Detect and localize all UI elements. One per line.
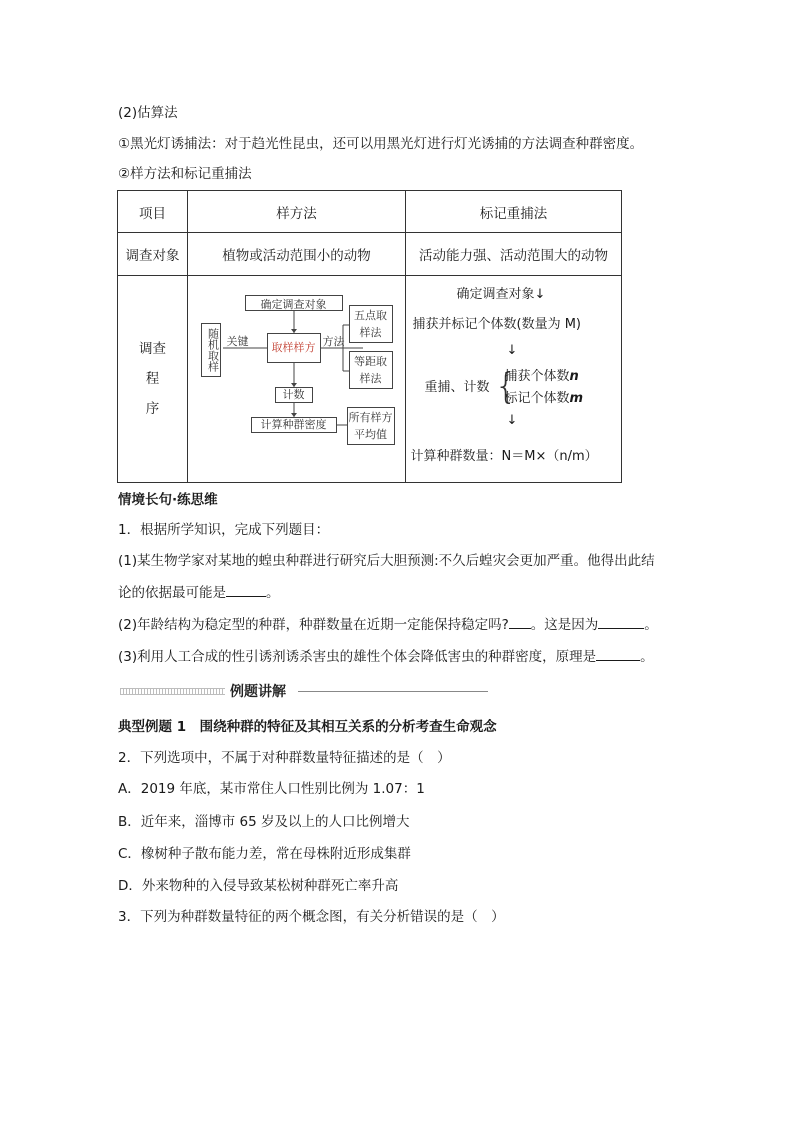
mr-step-recapture: 重捕、计数 <box>424 380 490 395</box>
typical-example-title: 典型例题 1 围绕种群的特征及其相互关系的分析考查生命观念 <box>118 719 497 735</box>
flow-box-average: 所有样方平均值 <box>347 407 395 445</box>
question-3: 3．下列为种群数量特征的两个概念图，有关分析错误的是（ ） <box>118 909 505 925</box>
flow-box-quadrat-sampling: 取样样方 <box>267 333 321 363</box>
option-b: B．近年来，淄博市 65 岁及以上的人口比例增大 <box>118 814 410 830</box>
table-cell: 植物或活动范围小的动物 <box>188 233 406 276</box>
flow-label-key: 关键 <box>226 335 249 348</box>
mr-step-determine: 确定调查对象↓ <box>456 287 546 302</box>
methods-table <box>117 190 622 483</box>
sample-method-flowchart-cell <box>188 276 406 483</box>
flow-box-count: 计数 <box>275 387 313 403</box>
scenario-title: 情境长句·练思维 <box>118 492 218 508</box>
option-a: A．2019 年底，某市常住人口性别比例为 1.07：1 <box>118 781 425 797</box>
option-c: C．橡树种子散布能力差，常在母株附近形成集群 <box>118 846 411 862</box>
table-header-row <box>118 191 622 233</box>
question-1: 1．根据所学知识，完成下列题目： <box>118 522 330 538</box>
banner-dots <box>120 688 225 695</box>
question-1-1-line1: (1)某生物学家对某地的蝗虫种群进行研究后大胆预测:不久后蝗灾会更加严重。他得出此结 <box>118 553 655 569</box>
mr-arrow: ↓ <box>506 413 518 428</box>
mr-step-capture-mark: 捕获并标记个体数(数量为 M) <box>412 317 581 332</box>
mr-arrow: ↓ <box>506 343 518 358</box>
item-sampling-methods: ②样方法和标记重捕法 <box>118 166 252 182</box>
question-1-1-line2: 论的依据最可能是 。 <box>118 582 280 603</box>
sample-method-flowchart <box>197 289 397 469</box>
flow-box-five-point: 五点取样法 <box>349 305 393 343</box>
question-1-2: (2)年龄结构为稳定型的种群，种群数量在近期一定能保持稳定吗? 。这是因为 。 <box>118 614 658 635</box>
table-header-cell: 标记重捕法 <box>406 191 622 233</box>
flow-box-determine-target: 确定调查对象 <box>245 295 343 311</box>
section-heading: (2)估算法 <box>118 105 178 121</box>
table-header-cell: 样方法 <box>188 191 406 233</box>
table-header-cell: 项目 <box>118 191 188 233</box>
question-2: 2．下列选项中，不属于对种群数量特征描述的是（ ） <box>118 750 451 766</box>
mark-recapture-steps <box>407 279 621 479</box>
examples-banner <box>120 684 490 698</box>
option-d: D．外来物种的入侵导致某松树种群死亡率升高 <box>118 878 399 894</box>
mark-recapture-cell <box>406 276 622 483</box>
table-row-object <box>118 233 622 276</box>
table-cell: 活动能力强、活动范围大的动物 <box>406 233 622 276</box>
flow-box-random-sampling: 随机取样 <box>201 323 221 377</box>
banner-title: 例题讲解 <box>230 684 286 700</box>
banner-rule <box>298 691 488 692</box>
flow-box-calc-density: 计算种群密度 <box>251 417 337 433</box>
item-black-light: ①黑光灯诱捕法：对于趋光性昆虫，还可以用黑光灯进行灯光诱捕的方法调查种群密度。 <box>118 136 644 152</box>
flow-box-equidistant: 等距取样法 <box>349 351 393 389</box>
mr-sub-marked: 标记个体数m <box>504 391 584 406</box>
table-cell: 调查对象 <box>118 233 188 276</box>
flow-label-method: 方法 <box>322 335 345 348</box>
answer-blank <box>509 614 531 629</box>
mr-step-calculate: 计算种群数量：N＝M×（n/m） <box>410 449 598 464</box>
mr-brace: { <box>494 366 518 407</box>
procedure-label: 调查 程 序 <box>118 276 188 483</box>
answer-blank <box>596 646 640 661</box>
mr-sub-captured: 捕获个体数n <box>504 369 579 384</box>
answer-blank <box>598 614 644 629</box>
answer-blank <box>226 582 266 597</box>
question-1-3: (3)利用人工合成的性引诱剂诱杀害虫的雄性个体会降低害虫的种群密度，原理是 。 <box>118 646 654 667</box>
table-row-procedure <box>118 276 622 483</box>
